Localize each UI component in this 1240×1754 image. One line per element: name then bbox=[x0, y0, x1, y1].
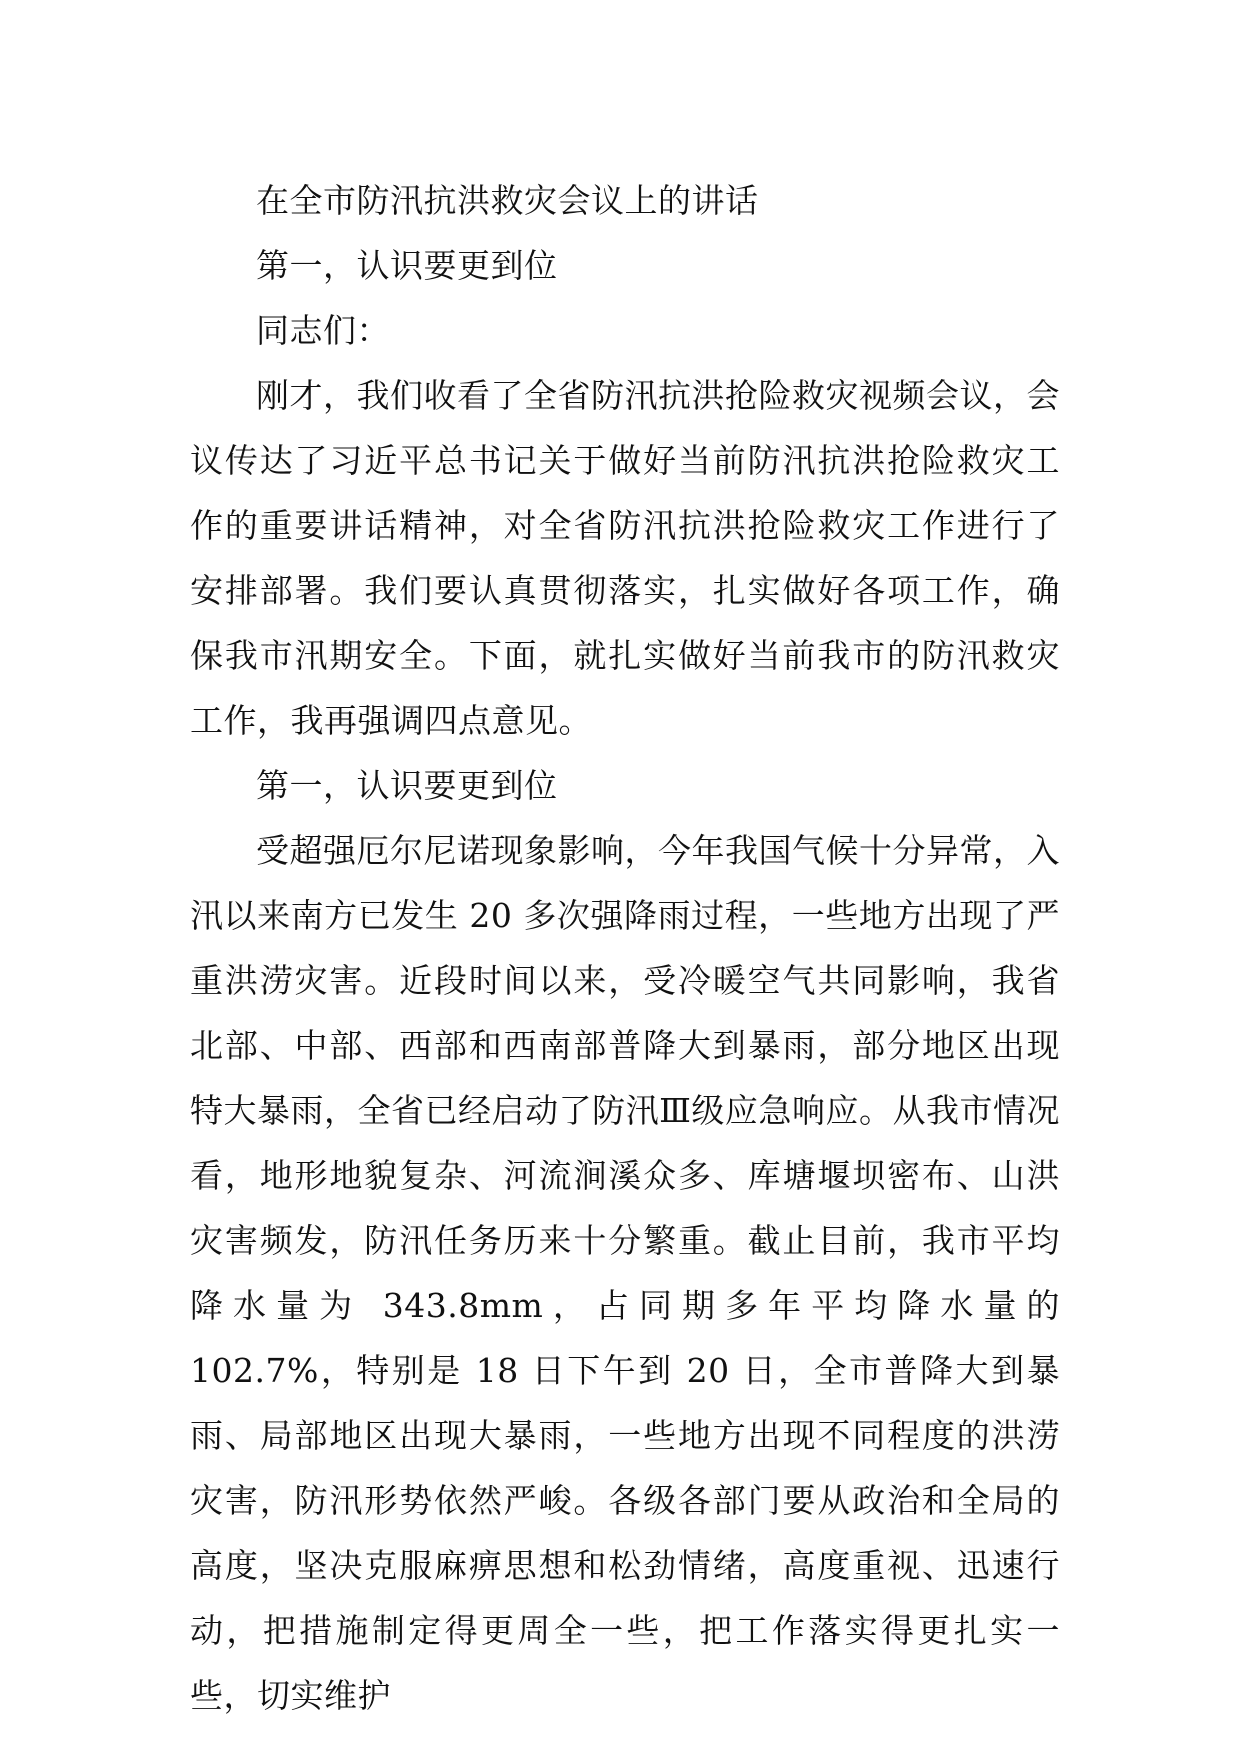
document-title: 在全市防汛抗洪救灾会议上的讲话 bbox=[256, 181, 759, 220]
paragraph-intro: 刚才，我们收看了全省防汛抗洪抢险救灾视频会议，会议传达了习近平总书记关于做好当前防汛抗洪抢险救灾工作的重要讲话精神，对全省防汛抗洪抢险救灾工作进行了安排部署。我们要认真贯彻落实，扎实做好各项工作，确保我市汛期安全。下面，就扎实做好当前我市的防汛救灾工作，我再强调四点意见。 bbox=[190, 376, 1060, 740]
document-subtitle: 第一，认识要更到位 bbox=[256, 246, 558, 285]
paragraph-section-1: 受超强厄尔尼诺现象影响，今年我国气候十分异常，入汛以来南方已发生 20 多次强降雨过程，一些地方出现了严重洪涝灾害。近段时间以来，受冷暖空气共同影响，我省北部、中部、西部和西南部普降大到暴雨，部分地区出现特大暴雨，全省已经启动了防汛Ⅲ级应急响应。从我市情况看，地形地貌复杂、河流涧溪众多、库塘堰坝密布、山洪灾害频发，防汛任务历来十分繁重。截止目前，我市平均降水量为 343.8mm，占同期多年平均降水量的 102.7%，特别是 18 日下午到 20 日，全市普降大到暴雨、局部地区出现大暴雨，一些地方出现不同程度的洪涝灾害，防汛形势依然严峻。各级各部门要从政治和全局的高度，坚决克服麻痹思想和松劲情绪，高度重视、迅速行动，把措施制定得更周全一些，把工作落实得更扎实一些，切实维护 bbox=[190, 831, 1060, 1715]
section-heading-1: 第一，认识要更到位 bbox=[256, 766, 558, 805]
document-page bbox=[190, 168, 1060, 1728]
salutation: 同志们： bbox=[256, 311, 390, 350]
